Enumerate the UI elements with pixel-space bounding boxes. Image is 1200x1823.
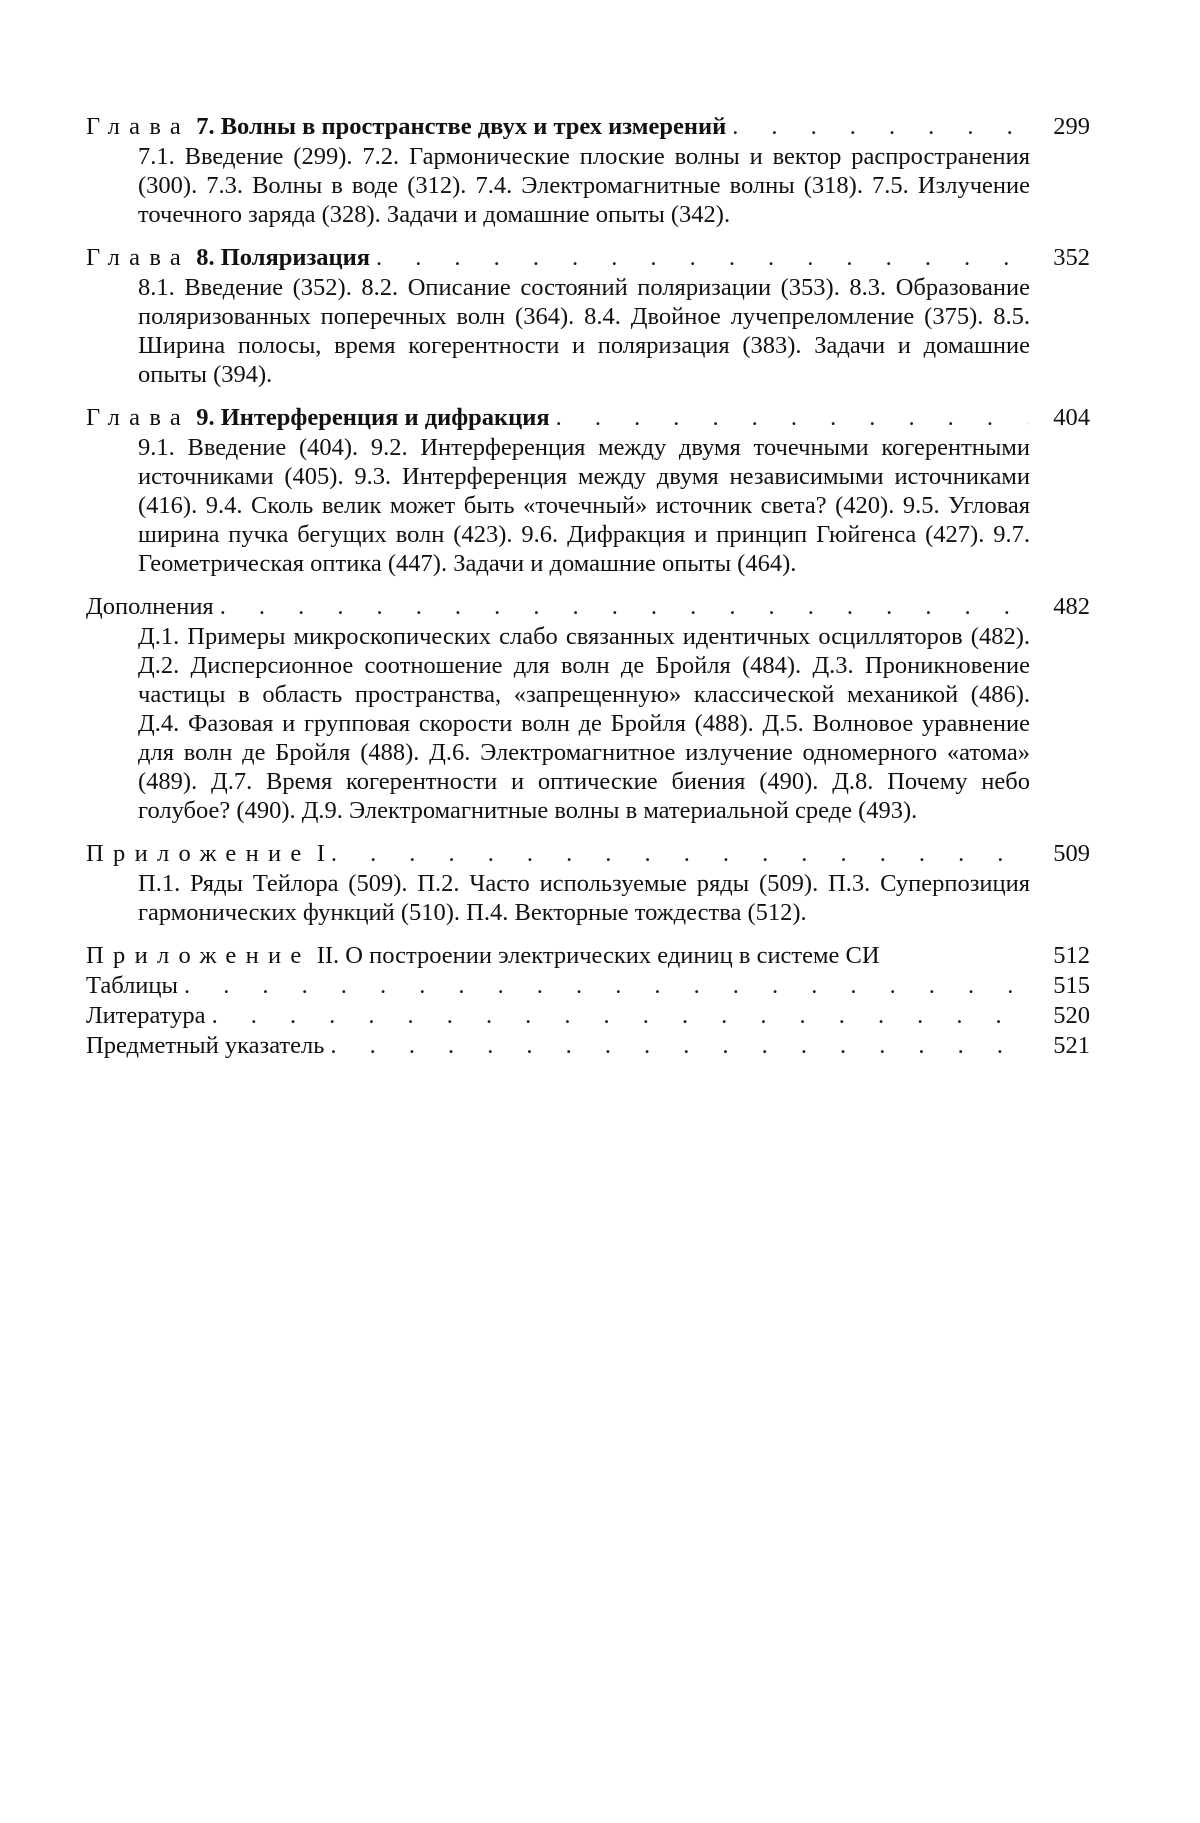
toc-title: Дополнения [86,593,214,620]
toc-sections: 7.1. Введение (299). 7.2. Гармонические плоские волны и вектор распространения (300). 7.3. Волны в воде (312). 7.4. Электромагнитные волны (318). 7.5. Излучение точечного заряда (328). Задачи и домашние опыты (342). [138,143,1030,228]
leader-dots [732,112,1028,142]
toc-prefix: Приложение [86,840,311,867]
toc-entry-appendix-1 [86,839,1090,927]
toc-sections: 9.1. Введение (404). 9.2. Интерференция между двумя точечными когерентными источниками (405). 9.3. Интерференция между двумя независимыми источниками (416). 9.4. Сколь велик может быть «точечный» источник света? (420). 9.5. Угловая ширина пучка бегущих волн (423). 9.6. Дифракция и принцип Гюйгенса (427). 9.7. Геометрическая оптика (447). Задачи и домашние опыты (464). [138,434,1030,577]
toc-entry-literature [86,1001,1090,1031]
toc-heading-line [86,403,1090,433]
page-number: 512 [1053,942,1090,969]
leader-dots [220,592,1028,622]
toc-entry-chapter-9 [86,403,1090,578]
toc-sections: 8.1. Введение (352). 8.2. Описание состояний поляризации (353). 8.3. Образование поляризованных поперечных волн (364). 8.4. Двойное лучепреломление (375). 8.5. Ширина полосы, время когерентности и поляризация (383). Задачи и домашние опыты (394). [138,274,1030,388]
page-number: 482 [1053,593,1090,620]
toc-title: I [316,840,325,867]
leader-dots [184,971,1028,1001]
page-number: 352 [1053,244,1090,271]
toc-title: II. О построении электрических единиц в системе СИ [316,942,880,969]
toc-title: 9. Интерференция и дифракция [196,404,550,431]
page-number: 520 [1053,1002,1090,1029]
page-number: 521 [1053,1032,1090,1059]
toc-heading-line [86,1001,1090,1031]
page-number: 404 [1053,404,1090,431]
toc-title: 8. Поляризация [196,244,371,271]
toc-prefix: Приложение [86,942,311,969]
toc-sections: Д.1. Примеры микроскопических слабо связанных идентичных осцилляторов (482). Д.2. Дисперсионное соотношение для волн де Бройля (484). Д.3. Проникновение частицы в область пространства, «запрещенную» классической механикой (486). Д.4. Фазовая и групповая скорости волн де Бройля (488). Д.5. Волновое уравнение для волн де Бройля (488). Д.6. Электромагнитное излучение одномерного «атома» (489). Д.7. Время когерентности и оптические биения (490). Д.8. Почему небо голубое? (490). Д.9. Электромагнитные волны в материальной среде (493). [138,623,1030,824]
toc-heading-line [86,971,1090,1001]
toc-entry-appendix-2 [86,941,1090,971]
leader-dots [376,243,1028,273]
toc-prefix: Глава [86,404,191,431]
leader-dots [556,403,1028,433]
toc-heading-line [86,243,1090,273]
leader-dots [330,1031,1028,1061]
table-of-contents [86,112,1090,1061]
toc-heading-line [86,112,1090,142]
toc-title: Предметный указатель [86,1032,325,1059]
toc-title: Таблицы [86,972,178,999]
toc-prefix: Глава [86,244,191,271]
toc-heading-line [86,941,1090,971]
toc-heading-line [86,1031,1090,1061]
leader-dots [212,1001,1028,1031]
toc-title: 7. Волны в пространстве двух и трех измерений [196,113,727,140]
toc-entry-chapter-8 [86,243,1090,389]
toc-prefix: Глава [86,113,191,140]
page-number: 299 [1053,113,1090,140]
toc-heading-line [86,839,1090,869]
toc-title: Литература [86,1002,206,1029]
toc-entry-tables [86,971,1090,1001]
page-number: 509 [1053,840,1090,867]
page-number: 515 [1053,972,1090,999]
toc-entry-chapter-7 [86,112,1090,229]
leader-dots [331,839,1028,869]
toc-sections: П.1. Ряды Тейлора (509). П.2. Часто используемые ряды (509). П.3. Суперпозиция гармонических функций (510). П.4. Векторные тождества (512). [138,870,1030,926]
toc-entry-index [86,1031,1090,1061]
toc-heading-line [86,592,1090,622]
toc-entry-supplements [86,592,1090,825]
